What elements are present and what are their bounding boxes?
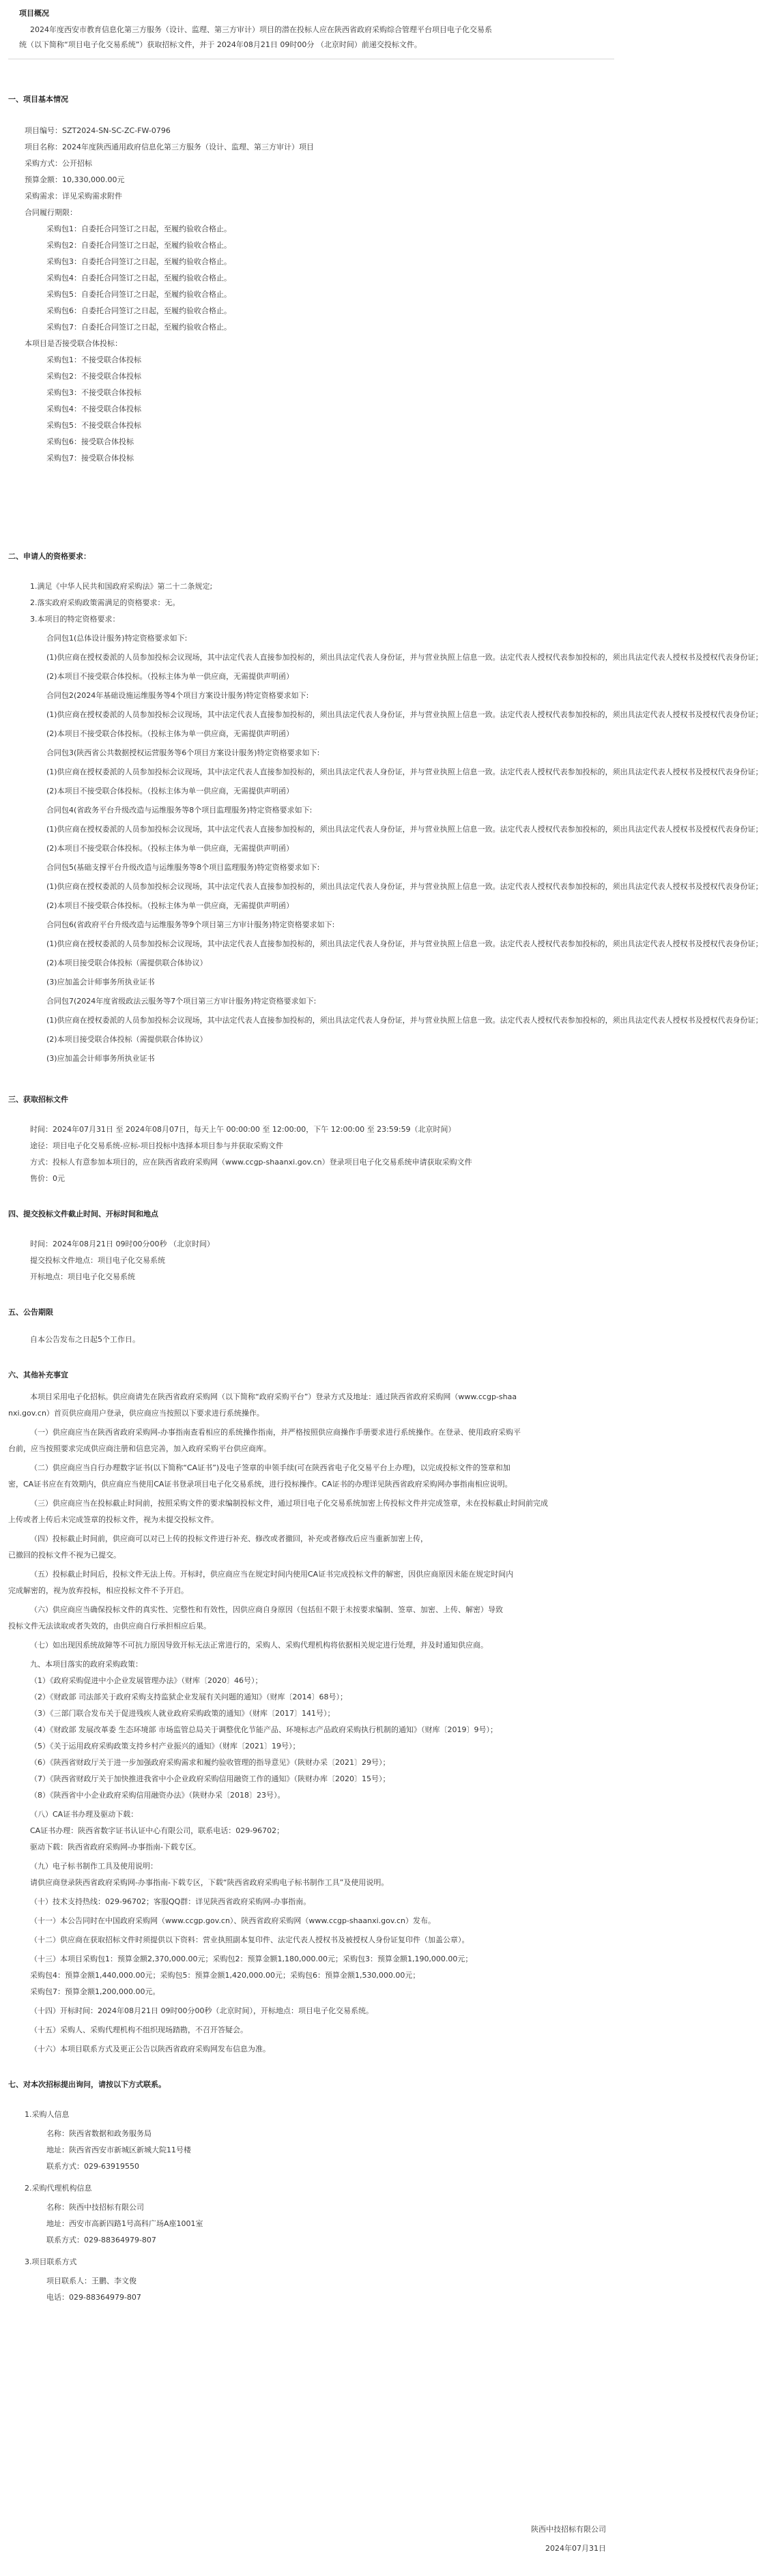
procurement-method: 采购方式：公开招标 <box>25 159 92 168</box>
supplement-line: （二）供应商应当自行办理数字证书(以下简称“CA证书”)及电子签章的申领手续(可在陕西省电子化交易平台上办理)，以完成投标文件的签章和加 <box>30 1463 510 1472</box>
agency-info-title: 2.采购代理机构信息 <box>25 2184 92 2193</box>
qualification-lot-title: 合同包2(2024年基础设施运维服务等4个项目方案设计服务)特定资格要求如下: <box>46 691 309 700</box>
document-method: 方式：投标人有意参加本项目的，应在陕西省政府采购网（www.ccgp-shaanxi.gov.cn）登录项目电子化交易系统申请获取采购文件 <box>30 1158 472 1167</box>
qualification-line: 2.落实政府采购政策需满足的资格要求：无。 <box>30 598 180 607</box>
lot-period-item: 采购包1：自委托合同签订之日起，至履约验收合格止。 <box>46 224 231 233</box>
supplement-line: 密，CA证书应在有效期内，供应商应当使用CA证书登录项目电子化交易系统，进行投标操作。CA证书的办理详见陕西省政府采购网办事指南相应说明。 <box>8 1480 513 1489</box>
qualification-line: (2)本项目不接受联合体投标。（投标主体为单一供应商，无需提供声明函） <box>46 844 294 853</box>
supplement-line: 上传或者上传后未完成签章的投标文件，视为未提交投标文件。 <box>8 1515 218 1524</box>
document-time: 时间：2024年07月31日 至 2024年08月07日，每天上午 00:00:00 至 12:00:00，下午 12:00:00 至 23:59:59（北京时间） <box>30 1125 456 1134</box>
supplement-line: 驱动下载：陕西省政府采购网-办事指南-下载专区。 <box>30 1843 201 1852</box>
lot-consortium-item: 采购包1：不接受联合体投标 <box>46 355 141 364</box>
supplement-line: （五）投标截止时间后，投标文件无法上传。开标时，供应商应当在规定时间内使用CA证书完成投标文件的解密，因供应商原因未能在规定时间内 <box>30 1570 514 1579</box>
qualification-lot-title: 合同包5(基础支撑平台升级改造与运维服务等8个项目监理服务)特定资格要求如下: <box>46 863 320 872</box>
document-price: 售价：0元 <box>30 1174 65 1183</box>
project-number: 项目编号：SZT2024-SN-SC-ZC-FW-0796 <box>25 126 171 135</box>
submission-place: 提交投标文件地点：项目电子化交易系统 <box>30 1256 165 1265</box>
supplement-line: nxi.gov.cn）首页供应商用户登录，供应商应当按照以下要求进行系统操作。 <box>8 1409 264 1418</box>
supplement-line: （九）电子标书制作工具及使用说明： <box>30 1862 158 1871</box>
supplement-line: （十四）开标时间：2024年08月21日 09时00分00秒（北京时间），开标地点：项目电子化交易系统。 <box>30 2006 373 2015</box>
lot-consortium-item: 采购包5：不接受联合体投标 <box>46 421 141 430</box>
qualification-line: (1)供应商在授权委派的人员参加投标会议现场，其中法定代表人直接参加投标的，须出具法定代表人身份证，并与营业执照上信息一致。法定代表人授权代表参加投标的，须出具法定代表人授权书及授权代表身份证； <box>46 939 763 948</box>
supplement-line: （四）投标截止时间前，供应商可以对已上传的投标文件进行补充、修改或者撤回，补充或者修改后应当重新加密上传， <box>30 1534 428 1543</box>
qualification-line: (1)供应商在授权委派的人员参加投标会议现场，其中法定代表人直接参加投标的，须出具法定代表人身份证，并与营业执照上信息一致。法定代表人授权代表参加投标的，须出具法定代表人授权书及授权代表身份证； <box>46 825 763 834</box>
lot-consortium-item: 采购包3：不接受联合体投标 <box>46 388 141 397</box>
supplement-line: 采购包4：预算金额1,440,000.00元；采购包5：预算金额1,420,000.00元；采购包6：预算金额1,530,000.00元； <box>30 1971 420 1980</box>
lot-period-item: 采购包4：自委托合同签订之日起，至履约验收合格止。 <box>46 274 231 282</box>
qualification-line: (3)应加盖会计师事务所执业证书 <box>46 978 155 986</box>
summary-line-1: 2024年度西安市教育信息化第三方服务（设计、监理、第三方审计）项目的潜在投标人应在陕西省政府采购综合管理平台项目电子化交易系 <box>30 25 492 34</box>
lot-consortium-item: 采购包6：接受联合体投标 <box>46 437 134 446</box>
supplement-line: （十一）本公告同时在中国政府采购网（www.ccgp.gov.cn）、陕西省政府采购网（www.ccgp-shaanxi.gov.cn）发布。 <box>30 1916 436 1925</box>
contract-period-label: 合同履行期限： <box>25 208 77 217</box>
section-3-heading: 三、获取招标文件 <box>8 1095 68 1104</box>
procurement-requirement: 采购需求：详见采购需求附件 <box>25 192 122 201</box>
qualification-line: (1)供应商在授权委派的人员参加投标会议现场，其中法定代表人直接参加投标的，须出具法定代表人身份证，并与营业执照上信息一致。法定代表人授权代表参加投标的，须出具法定代表人授权书及授权代表身份证； <box>46 882 763 891</box>
qualification-lot-title: 合同包3(陕西省公共数据授权运营服务等6个项目方案设计服务)特定资格要求如下: <box>46 748 320 757</box>
agency-phone: 联系方式：029-88364979-807 <box>46 2236 156 2244</box>
lot-period-item: 采购包2：自委托合同签订之日起，至履约验收合格止。 <box>46 241 231 250</box>
supplement-line: （十六）本项目联系方式及更正公告以陕西省政府采购网发布信息为准。 <box>30 2045 270 2053</box>
supplement-line: （十三）本项目采购包1：预算金额2,370,000.00元；采购包2：预算金额1,180,000.00元；采购包3：预算金额1,190,000.00元； <box>30 1955 473 1963</box>
supplement-line: 投标文件无法读取或者失效的，由供应商自行承担相应后果。 <box>8 1622 211 1630</box>
lot-consortium-item: 采购包2：不接受联合体投标 <box>46 372 141 381</box>
qualification-lot-title: 合同包7(2024年度省级政法云服务等7个项目第三方审计服务)特定资格要求如下: <box>46 997 317 1006</box>
project-contact-phone: 电话：029-88364979-807 <box>46 2293 141 2302</box>
supplement-line: 台前，应当按照要求完成供应商注册和信息完善，加入政府采购平台供应商库。 <box>8 1444 271 1453</box>
supplement-line: 采购包7：预算金额1,200,000.00元。 <box>30 1987 160 1996</box>
supplement-line: （八）CA证书办理及驱动下载： <box>30 1810 139 1819</box>
qualification-line: 1.满足《中华人民共和国政府采购法》第二十二条规定; <box>30 582 213 591</box>
lot-consortium-item: 采购包4：不接受联合体投标 <box>46 405 141 413</box>
qualification-line: (1)供应商在授权委派的人员参加投标会议现场，其中法定代表人直接参加投标的，须出具法定代表人身份证，并与营业执照上信息一致。法定代表人授权代表参加投标的，须出具法定代表人授权书及授权代表身份证； <box>46 710 763 719</box>
qualification-line: (2)本项目不接受联合体投标。（投标主体为单一供应商，无需提供声明函） <box>46 729 294 738</box>
supplement-line: （十二）供应商在获取招标文件时须提供以下资料：营业执照副本复印件、法定代表人授权书及被授权人身份证复印件（加盖公章）。 <box>30 1935 470 1944</box>
supplement-line: （2）《财政部 司法部关于政府采购支持监狱企业发展有关问题的通知》（财库〔2014〕68号）； <box>30 1693 347 1701</box>
summary-line-2: 统（以下简称“项目电子化交易系统”）获取招标文件，并于 2024年08月21日 09时00分 （北京时间）前递交投标文件。 <box>19 40 422 49</box>
supplement-line: （三）供应商应当在投标截止时间前，按照采购文件的要求编制投标文件，通过项目电子化交易系统加密上传投标文件并完成签章，未在投标截止时间前完成 <box>30 1499 548 1508</box>
supplement-line: （七）如出现因系统故障等不可抗力原因导致开标无法正常进行的，采购人、采购代理机构将依据相关规定进行处理，并及时通知供应商。 <box>30 1641 488 1650</box>
project-contact-title: 3.项目联系方式 <box>25 2257 77 2266</box>
opening-place: 开标地点：项目电子化交易系统 <box>30 1272 135 1281</box>
supplement-line: （十五）采购人、采购代理机构不组织现场踏勘，不召开答疑会。 <box>30 2025 248 2034</box>
submission-deadline: 时间：2024年08月21日 09时00分00秒 （北京时间） <box>30 1240 214 1248</box>
supplement-line: （十）技术支持热线：029-96702；客服QQ群：详见陕西省政府采购网-办事指南。 <box>30 1897 311 1906</box>
supplement-line: 本项目采用电子化招标。供应商请先在陕西省政府采购网（以下简称“政府采购平台”）登录方式及地址：通过陕西省政府采购网（www.ccgp-shaa <box>30 1392 517 1401</box>
document-channel: 途径：项目电子化交易系统-应标-项目投标中选择本项目参与并获取采购文件 <box>30 1141 283 1150</box>
supplement-line: CA证书办理：陕西省数字证书认证中心有限公司，联系电话：029-96702； <box>30 1826 285 1835</box>
supplement-line: （6）《陕西省财政厅关于进一步加强政府采购需求和履约验收管理的指导意见》（陕财办采〔2021〕29号）； <box>30 1758 390 1767</box>
lot-period-item: 采购包5：自委托合同签订之日起，至履约验收合格止。 <box>46 290 231 299</box>
qualification-line: (2)本项目接受联合体投标（需提供联合体协议） <box>46 958 207 967</box>
buyer-info-title: 1.采购人信息 <box>25 2110 70 2119</box>
section-2-heading: 二、申请人的资格要求： <box>8 552 91 561</box>
lot-period-item: 采购包3：自委托合同签订之日起，至履约验收合格止。 <box>46 257 231 266</box>
buyer-name: 名称：陕西省数据和政务服务局 <box>46 2129 152 2138</box>
lot-period-item: 采购包7：自委托合同签订之日起，至履约验收合格止。 <box>46 323 231 332</box>
section-1-heading: 一、项目基本情况 <box>8 95 68 104</box>
summary-heading: 项目概况 <box>19 9 49 18</box>
supplement-line: 请供应商登录陕西省政府采购网-办事指南-下载专区，下载“陕西省政府采购电子标书制作工具”及使用说明。 <box>30 1878 389 1887</box>
qualification-line: (1)供应商在授权委派的人员参加投标会议现场，其中法定代表人直接参加投标的，须出具法定代表人身份证，并与营业执照上信息一致。法定代表人授权代表参加投标的，须出具法定代表人授权书及授权代表身份证； <box>46 767 763 776</box>
buyer-phone: 联系方式：029-63919550 <box>46 2162 139 2171</box>
notice-period: 自本公告发布之日起5个工作日。 <box>30 1335 140 1344</box>
qualification-line: (3)应加盖会计师事务所执业证书 <box>46 1054 155 1063</box>
section-4-heading: 四、提交投标文件截止时间、开标时间和地点 <box>8 1210 158 1218</box>
issue-date: 2024年07月31日 <box>545 2544 606 2553</box>
section-7-heading: 七、对本次招标提出询问，请按以下方式联系。 <box>8 2080 166 2089</box>
supplement-line: （六）供应商应当确保投标文件的真实性、完整性和有效性，因供应商自身原因（包括但不限于未按要求编制、签章、加密、上传、解密）导致 <box>30 1605 503 1614</box>
qualification-line: (2)本项目不接受联合体投标。（投标主体为单一供应商，无需提供声明函） <box>46 787 294 795</box>
section-6-heading: 六、其他补充事宜 <box>8 1371 68 1379</box>
qualification-lot-title: 合同包6(省政府平台升级改造与运维服务等9个项目第三方审计服务)特定资格要求如下: <box>46 920 335 929</box>
project-contact-person: 项目联系人：王鹏、李文俊 <box>46 2277 136 2285</box>
supplement-line: （7）《陕西省财政厅关于加快推进我省中小企业政府采购信用融资工作的通知》（陕财办库〔2020〕15号）； <box>30 1774 390 1783</box>
supplement-line: （3）《三部门联合发布关于促进残疾人就业政府采购政策的通知》（财库〔2017〕141号）； <box>30 1709 335 1718</box>
qualification-line: (2)本项目不接受联合体投标。（投标主体为单一供应商，无需提供声明函） <box>46 672 294 681</box>
supplement-line: （5）《关于运用政府采购政策支持乡村产业振兴的通知》（财库〔2021〕19号）； <box>30 1742 300 1751</box>
qualification-lot-title: 合同包4(省政务平台升级改造与运维服务等8个项目监理服务)特定资格要求如下: <box>46 806 313 815</box>
supplement-line: （4）《财政部 发展改革委 生态环境部 市场监管总局关于调整优化节能产品、环境标志产品政府采购执行机制的通知》（财库〔2019〕9号）； <box>30 1725 498 1734</box>
qualification-line: (1)供应商在授权委派的人员参加投标会议现场，其中法定代表人直接参加投标的，须出具法定代表人身份证，并与营业执照上信息一致。法定代表人授权代表参加投标的，须出具法定代表人授权书及授权代表身份证； <box>46 1016 763 1025</box>
agency-address: 地址：西安市高新四路1号高科广场A座1001室 <box>46 2219 203 2228</box>
agency-name: 名称：陕西中技招标有限公司 <box>46 2203 144 2212</box>
supplement-line: 完成解密的，视为放弃投标，相应投标文件不予开启。 <box>8 1586 188 1595</box>
section-5-heading: 五、公告期限 <box>8 1308 53 1317</box>
supplement-line: （一）供应商应当在陕西省政府采购网-办事指南查看相应的系统操作指南，并严格按照供应商操作手册要求进行系统操作。在登录、使用政府采购平 <box>30 1428 521 1437</box>
issuer-name: 陕西中技招标有限公司 <box>531 2525 606 2534</box>
consortium-label: 本项目是否接受联合体投标： <box>25 339 122 348</box>
qualification-lot-title: 合同包1(总体设计服务)特定资格要求如下: <box>46 634 188 643</box>
qualification-line: (2)本项目接受联合体投标（需提供联合体协议） <box>46 1035 207 1044</box>
qualification-line: (2)本项目不接受联合体投标。（投标主体为单一供应商，无需提供声明函） <box>46 901 294 910</box>
supplement-line: 已撤回的投标文件不视为已提交。 <box>8 1551 121 1560</box>
budget-amount: 预算金额：10,330,000.00元 <box>25 175 125 184</box>
supplement-line: （8）《陕西省中小企业政府采购信用融资办法》（陕财办采〔2018〕23号）。 <box>30 1791 285 1800</box>
supplement-line: （1）《政府采购促进中小企业发展管理办法》（财库〔2020〕46号）； <box>30 1676 263 1685</box>
project-name: 项目名称：2024年度陕西通用政府信息化第三方服务（设计、监理、第三方审计）项目 <box>25 143 314 151</box>
qualification-line: 3.本项目的特定资格要求： <box>30 615 120 624</box>
qualification-line: (1)供应商在授权委派的人员参加投标会议现场，其中法定代表人直接参加投标的，须出具法定代表人身份证，并与营业执照上信息一致。法定代表人授权代表参加投标的，须出具法定代表人授权书及授权代表身份证； <box>46 653 763 662</box>
supplement-line: 九、本项目落实的政府采购政策： <box>30 1660 143 1669</box>
lot-period-item: 采购包6：自委托合同签订之日起，至履约验收合格止。 <box>46 306 231 315</box>
lot-consortium-item: 采购包7：接受联合体投标 <box>46 454 134 463</box>
buyer-address: 地址：陕西省西安市新城区新城大院11号楼 <box>46 2146 191 2154</box>
